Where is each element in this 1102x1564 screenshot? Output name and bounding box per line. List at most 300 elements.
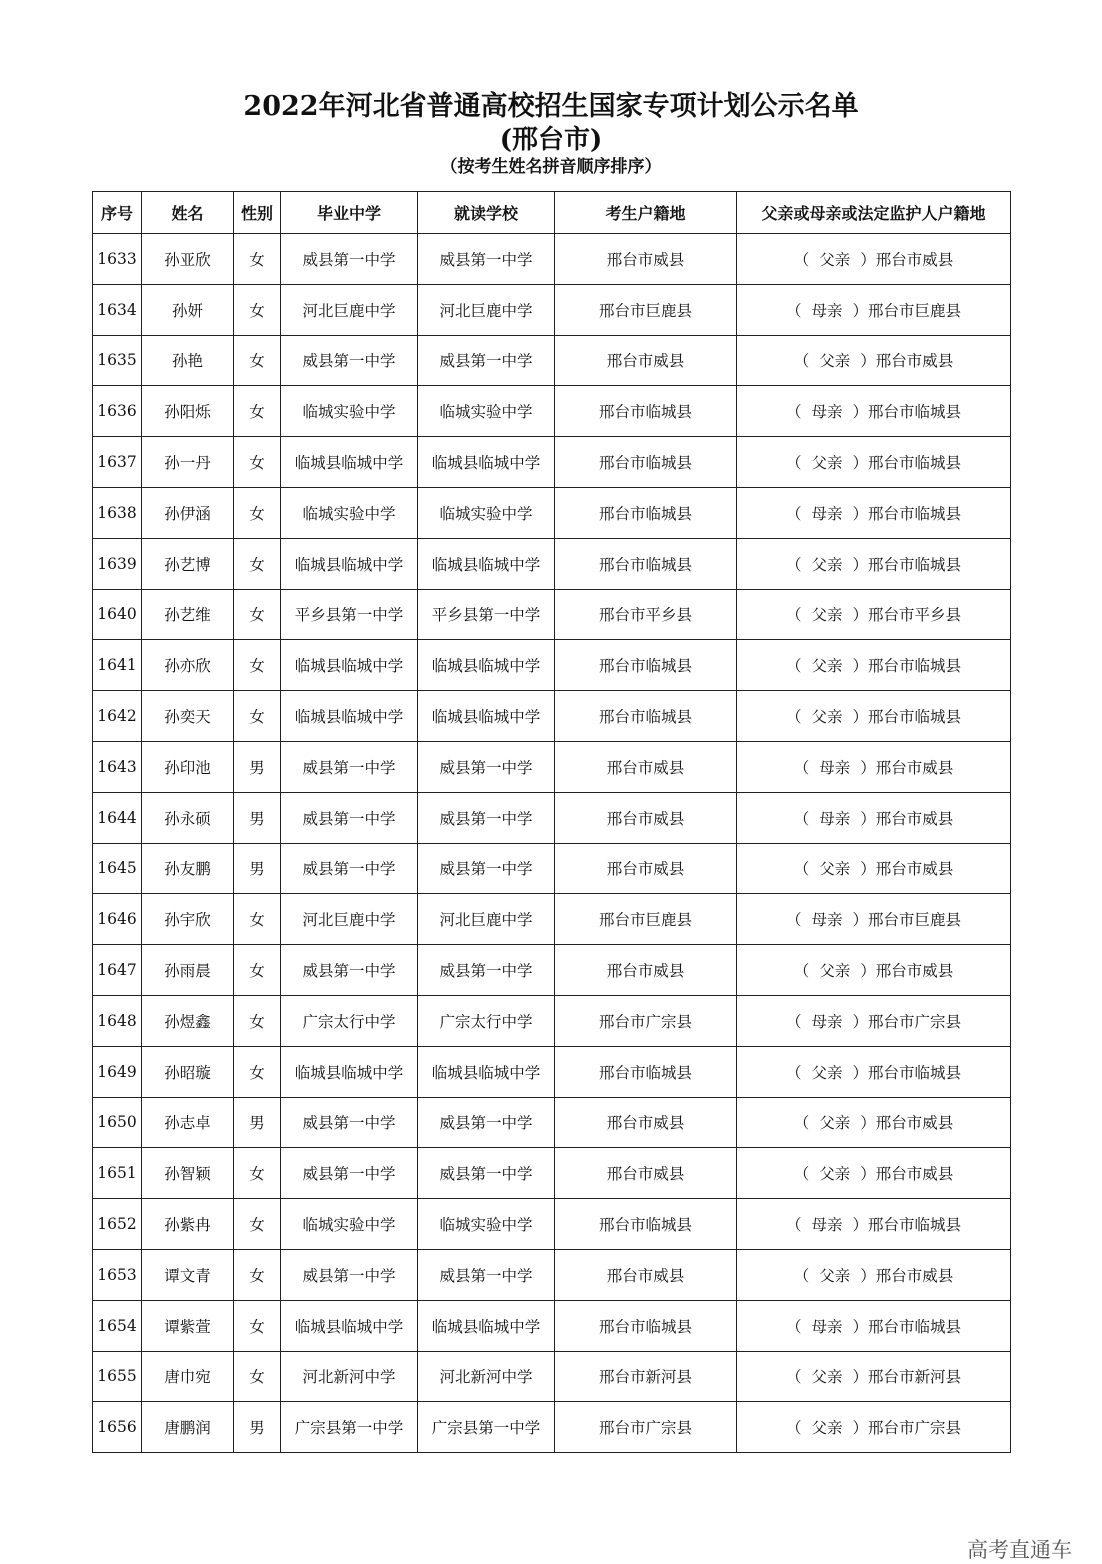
guardian-place: 邢台市临城县 [868,657,962,676]
cell-name: 孙永硕 [142,792,234,843]
paren-open: （ [785,1317,802,1336]
guardian-place: 邢台市巨鹿县 [868,911,962,930]
paren-open: （ [793,352,810,371]
paren-close: ） [860,352,876,371]
header-no: 序号 [93,192,142,234]
cell-no: 1645 [93,843,142,894]
paren-open: （ [785,911,802,930]
paren-close: ） [852,1317,869,1336]
cell-current-school: 河北巨鹿中学 [418,284,555,335]
cell-no: 1641 [93,640,142,691]
guardian-relation: 父亲 [819,1165,851,1184]
table-row [93,1046,1011,1097]
cell-name: 孙艳 [142,335,234,386]
cell-gender: 女 [234,335,281,386]
paren-open: （ [793,962,810,981]
cell-no: 1655 [93,1351,142,1402]
table-row [93,284,1011,335]
cell-guardian-hukou [737,335,1011,386]
cell-student-hukou: 邢台市威县 [555,945,737,996]
cell-student-hukou: 邢台市威县 [555,1249,737,1300]
watermark: 高考直通车 [967,1538,1072,1562]
paren-open: （ [793,1165,810,1184]
cell-student-hukou: 邢台市广宗县 [555,1402,737,1453]
cell-gender: 女 [234,945,281,996]
cell-no: 1633 [93,234,142,285]
cell-student-hukou: 邢台市临城县 [555,1046,737,1097]
paren-close: ） [860,1165,876,1184]
paren-open: （ [785,1216,802,1235]
cell-graduation-school: 平乡县第一中学 [281,589,418,640]
cell-no: 1642 [93,691,142,742]
cell-gender: 女 [234,1351,281,1402]
cell-name: 唐巾宛 [142,1351,234,1402]
table-row [93,1402,1011,1453]
cell-name: 孙亦欣 [142,640,234,691]
paren-close: ） [860,1266,876,1285]
cell-guardian-hukou [737,741,1011,792]
paren-close: ） [852,606,869,625]
guardian-place: 邢台市威县 [875,1165,954,1184]
paren-open: （ [785,1063,802,1082]
cell-no: 1635 [93,335,142,386]
table-header-row [93,192,1011,234]
paren-close: ） [852,657,869,676]
cell-no: 1647 [93,945,142,996]
cell-name: 谭文青 [142,1249,234,1300]
table-row [93,843,1011,894]
header-guardian-hukou: 父亲或母亲或法定监护人户籍地 [737,192,1011,234]
guardian-place: 邢台市威县 [875,250,954,269]
guardian-relation: 母亲 [811,1216,843,1235]
cell-gender: 男 [234,843,281,894]
cell-gender: 女 [234,995,281,1046]
cell-no: 1650 [93,1097,142,1148]
cell-gender: 女 [234,640,281,691]
cell-graduation-school: 临城实验中学 [281,487,418,538]
paren-close: ） [852,708,869,727]
paren-close: ） [860,758,876,777]
guardian-relation: 父亲 [819,962,851,981]
cell-name: 孙煜鑫 [142,995,234,1046]
cell-guardian-hukou [737,640,1011,691]
cell-guardian-hukou [737,1249,1011,1300]
cell-no: 1653 [93,1249,142,1300]
cell-student-hukou: 邢台市临城县 [555,1300,737,1351]
cell-current-school: 威县第一中学 [418,1097,555,1148]
cell-current-school: 威县第一中学 [418,792,555,843]
cell-name: 谭紫萱 [142,1300,234,1351]
header-name: 姓名 [142,192,234,234]
cell-graduation-school: 河北新河中学 [281,1351,418,1402]
paren-open: （ [785,555,802,574]
cell-current-school: 临城实验中学 [418,386,555,437]
cell-gender: 男 [234,741,281,792]
header-current-school: 就读学校 [418,192,555,234]
cell-graduation-school: 威县第一中学 [281,792,418,843]
paren-open: （ [785,708,802,727]
cell-name: 唐鹏润 [142,1402,234,1453]
table-row [93,792,1011,843]
paren-close: ） [860,860,876,879]
cell-no: 1640 [93,589,142,640]
cell-student-hukou: 邢台市威县 [555,1148,737,1199]
guardian-place: 邢台市临城县 [868,708,962,727]
cell-gender: 女 [234,1249,281,1300]
cell-graduation-school: 威县第一中学 [281,1249,418,1300]
cell-guardian-hukou [737,995,1011,1046]
cell-guardian-hukou [737,1351,1011,1402]
cell-current-school: 临城实验中学 [418,487,555,538]
table-row [93,1199,1011,1250]
guardian-place: 邢台市巨鹿县 [868,301,962,320]
guardian-place: 邢台市临城县 [868,454,962,473]
guardian-place: 邢台市威县 [875,352,954,371]
guardian-relation: 父亲 [811,708,843,727]
cell-guardian-hukou [737,945,1011,996]
guardian-place: 邢台市新河县 [868,1368,962,1387]
cell-guardian-hukou [737,234,1011,285]
table-row [93,386,1011,437]
cell-no: 1637 [93,437,142,488]
cell-graduation-school: 临城县临城中学 [281,691,418,742]
cell-guardian-hukou [737,1097,1011,1148]
cell-student-hukou: 邢台市威县 [555,335,737,386]
paren-close: ） [852,301,869,320]
cell-name: 孙奕天 [142,691,234,742]
cell-graduation-school: 临城县临城中学 [281,437,418,488]
cell-graduation-school: 河北巨鹿中学 [281,284,418,335]
cell-graduation-school: 临城县临城中学 [281,640,418,691]
cell-gender: 男 [234,1402,281,1453]
cell-student-hukou: 邢台市平乡县 [555,589,737,640]
paren-open: （ [785,504,802,523]
guardian-relation: 父亲 [811,657,843,676]
table-row [93,995,1011,1046]
cell-student-hukou: 邢台市巨鹿县 [555,894,737,945]
cell-current-school: 威县第一中学 [418,945,555,996]
cell-name: 孙雨晨 [142,945,234,996]
cell-no: 1643 [93,741,142,792]
paren-close: ） [852,555,869,574]
paren-close: ） [860,1114,876,1133]
cell-current-school: 威县第一中学 [418,1249,555,1300]
cell-current-school: 威县第一中学 [418,1148,555,1199]
cell-graduation-school: 临城实验中学 [281,386,418,437]
cell-name: 孙昭璇 [142,1046,234,1097]
cell-gender: 女 [234,538,281,589]
paren-close: ） [852,1216,869,1235]
paren-close: ） [852,1012,869,1031]
cell-student-hukou: 邢台市广宗县 [555,995,737,1046]
table-row [93,1351,1011,1402]
guardian-relation: 母亲 [811,1012,843,1031]
cell-name: 孙艺博 [142,538,234,589]
paren-close: ） [852,1368,869,1387]
table-row [93,1148,1011,1199]
cell-gender: 女 [234,1148,281,1199]
cell-graduation-school: 威县第一中学 [281,1148,418,1199]
cell-name: 孙智颖 [142,1148,234,1199]
paren-open: （ [785,403,802,422]
guardian-relation: 父亲 [811,1419,843,1438]
guardian-place: 邢台市平乡县 [868,606,962,625]
cell-guardian-hukou [737,487,1011,538]
table-row [93,437,1011,488]
guardian-place: 邢台市临城县 [868,1063,962,1082]
paren-open: （ [785,301,802,320]
cell-current-school: 广宗县第一中学 [418,1402,555,1453]
cell-student-hukou: 邢台市威县 [555,234,737,285]
guardian-place: 邢台市威县 [875,1266,954,1285]
cell-current-school: 广宗太行中学 [418,995,555,1046]
paren-open: （ [793,758,810,777]
paren-open: （ [793,860,810,879]
guardian-place: 邢台市临城县 [868,555,962,574]
cell-guardian-hukou [737,284,1011,335]
paren-close: ） [852,911,869,930]
page-title: 2022年河北省普通高校招生国家专项计划公示名单 [243,91,859,122]
table-row [93,589,1011,640]
cell-current-school: 河北巨鹿中学 [418,894,555,945]
cell-gender: 女 [234,437,281,488]
table-row [93,335,1011,386]
cell-student-hukou: 邢台市临城县 [555,487,737,538]
guardian-relation: 父亲 [819,352,851,371]
cell-no: 1654 [93,1300,142,1351]
guardian-relation: 父亲 [811,606,843,625]
table-row [93,1097,1011,1148]
guardian-relation: 父亲 [811,1368,843,1387]
cell-current-school: 临城实验中学 [418,1199,555,1250]
cell-current-school: 威县第一中学 [418,741,555,792]
cell-current-school: 威县第一中学 [418,843,555,894]
cell-guardian-hukou [737,1300,1011,1351]
paren-close: ） [860,962,876,981]
cell-gender: 女 [234,589,281,640]
paren-close: ） [852,504,869,523]
cell-guardian-hukou [737,894,1011,945]
cell-gender: 女 [234,234,281,285]
cell-no: 1649 [93,1046,142,1097]
cell-no: 1652 [93,1199,142,1250]
cell-graduation-school: 临城县临城中学 [281,538,418,589]
cell-current-school: 临城县临城中学 [418,691,555,742]
guardian-relation: 父亲 [811,1063,843,1082]
guardian-relation: 父亲 [811,555,843,574]
paren-open: （ [785,1419,802,1438]
paren-open: （ [793,809,810,828]
table-row [93,945,1011,996]
cell-gender: 女 [234,1300,281,1351]
cell-student-hukou: 邢台市威县 [555,1097,737,1148]
cell-graduation-school: 广宗县第一中学 [281,1402,418,1453]
cell-guardian-hukou [737,437,1011,488]
guardian-place: 邢台市临城县 [868,1216,962,1235]
cell-guardian-hukou [737,792,1011,843]
cell-guardian-hukou [737,589,1011,640]
cell-graduation-school: 威县第一中学 [281,843,418,894]
cell-current-school: 威县第一中学 [418,335,555,386]
cell-gender: 女 [234,1046,281,1097]
table-row [93,640,1011,691]
page-subtitle: (邢台市) [499,125,603,155]
guardian-relation: 母亲 [811,911,843,930]
guardian-relation: 父亲 [811,454,843,473]
cell-student-hukou: 邢台市临城县 [555,691,737,742]
cell-current-school: 临城县临城中学 [418,640,555,691]
guardian-relation: 母亲 [811,504,843,523]
table-row [93,1300,1011,1351]
cell-student-hukou: 邢台市临城县 [555,1199,737,1250]
cell-name: 孙亚欣 [142,234,234,285]
cell-student-hukou: 邢台市临城县 [555,386,737,437]
guardian-relation: 父亲 [819,250,851,269]
cell-gender: 女 [234,894,281,945]
cell-gender: 女 [234,691,281,742]
guardian-relation: 母亲 [811,1317,843,1336]
paren-open: （ [785,454,802,473]
guardian-place: 邢台市威县 [875,860,954,879]
cell-guardian-hukou [737,1046,1011,1097]
paren-open: （ [785,606,802,625]
cell-graduation-school: 临城实验中学 [281,1199,418,1250]
cell-current-school: 临城县临城中学 [418,1300,555,1351]
cell-guardian-hukou [737,538,1011,589]
cell-name: 孙印池 [142,741,234,792]
cell-name: 孙一丹 [142,437,234,488]
cell-gender: 女 [234,487,281,538]
cell-name: 孙友鹏 [142,843,234,894]
cell-student-hukou: 邢台市威县 [555,792,737,843]
guardian-place: 邢台市威县 [875,962,954,981]
cell-name: 孙伊涵 [142,487,234,538]
paren-open: （ [793,1266,810,1285]
guardian-place: 邢台市威县 [875,758,954,777]
guardian-relation: 母亲 [811,403,843,422]
header-gender: 性别 [234,192,281,234]
paren-close: ） [852,403,869,422]
guardian-relation: 母亲 [819,758,851,777]
cell-current-school: 临城县临城中学 [418,437,555,488]
cell-student-hukou: 邢台市威县 [555,843,737,894]
guardian-place: 邢台市临城县 [868,504,962,523]
guardian-place: 邢台市广宗县 [868,1419,962,1438]
table-row [93,691,1011,742]
cell-graduation-school: 临城县临城中学 [281,1046,418,1097]
guardian-place: 邢台市临城县 [868,1317,962,1336]
sort-note: （按考生姓名拼音顺序排序） [440,157,662,177]
paren-open: （ [785,657,802,676]
paren-close: ） [852,1063,869,1082]
cell-name: 孙志卓 [142,1097,234,1148]
guardian-place: 邢台市广宗县 [868,1012,962,1031]
cell-guardian-hukou [737,386,1011,437]
cell-name: 孙紫冉 [142,1199,234,1250]
cell-current-school: 临城县临城中学 [418,538,555,589]
guardian-relation: 父亲 [819,1114,851,1133]
cell-guardian-hukou [737,1148,1011,1199]
table-row [93,894,1011,945]
table-row [93,538,1011,589]
cell-graduation-school: 威县第一中学 [281,234,418,285]
guardian-relation: 母亲 [819,809,851,828]
cell-guardian-hukou [737,691,1011,742]
table-body [93,234,1011,1453]
cell-gender: 女 [234,284,281,335]
cell-name: 孙艺维 [142,589,234,640]
cell-guardian-hukou [737,843,1011,894]
cell-graduation-school: 河北巨鹿中学 [281,894,418,945]
table-row [93,741,1011,792]
cell-gender: 女 [234,1199,281,1250]
guardian-place: 邢台市临城县 [868,403,962,422]
cell-name: 孙妍 [142,284,234,335]
paren-open: （ [793,250,810,269]
header-graduation-school: 毕业中学 [281,192,418,234]
cell-gender: 女 [234,386,281,437]
cell-student-hukou: 邢台市威县 [555,741,737,792]
cell-current-school: 临城县临城中学 [418,1046,555,1097]
cell-current-school: 河北新河中学 [418,1351,555,1402]
paren-open: （ [793,1114,810,1133]
paren-open: （ [785,1368,802,1387]
cell-guardian-hukou [737,1199,1011,1250]
table-row [93,487,1011,538]
cell-student-hukou: 邢台市巨鹿县 [555,284,737,335]
cell-guardian-hukou [737,1402,1011,1453]
paren-close: ） [852,454,869,473]
cell-graduation-school: 广宗太行中学 [281,995,418,1046]
paren-close: ） [860,250,876,269]
cell-no: 1648 [93,995,142,1046]
cell-graduation-school: 威县第一中学 [281,335,418,386]
cell-gender: 男 [234,792,281,843]
paren-close: ） [852,1419,869,1438]
cell-no: 1639 [93,538,142,589]
cell-student-hukou: 邢台市临城县 [555,538,737,589]
cell-no: 1636 [93,386,142,437]
cell-graduation-school: 威县第一中学 [281,741,418,792]
header-student-hukou: 考生户籍地 [555,192,737,234]
cell-no: 1634 [93,284,142,335]
guardian-place: 邢台市威县 [875,809,954,828]
cell-student-hukou: 邢台市临城县 [555,437,737,488]
cell-graduation-school: 临城县临城中学 [281,1300,418,1351]
cell-name: 孙宇欣 [142,894,234,945]
cell-graduation-school: 威县第一中学 [281,1097,418,1148]
paren-open: （ [785,1012,802,1031]
roster-table [92,191,1011,1453]
cell-gender: 男 [234,1097,281,1148]
guardian-relation: 母亲 [811,301,843,320]
cell-no: 1656 [93,1402,142,1453]
cell-no: 1646 [93,894,142,945]
cell-no: 1638 [93,487,142,538]
cell-student-hukou: 邢台市新河县 [555,1351,737,1402]
cell-name: 孙阳烁 [142,386,234,437]
cell-student-hukou: 邢台市临城县 [555,640,737,691]
cell-no: 1644 [93,792,142,843]
table-row [93,1249,1011,1300]
cell-no: 1651 [93,1148,142,1199]
table-row [93,234,1011,285]
paren-close: ） [860,809,876,828]
guardian-place: 邢台市威县 [875,1114,954,1133]
cell-current-school: 威县第一中学 [418,234,555,285]
guardian-relation: 父亲 [819,860,851,879]
guardian-relation: 父亲 [819,1266,851,1285]
